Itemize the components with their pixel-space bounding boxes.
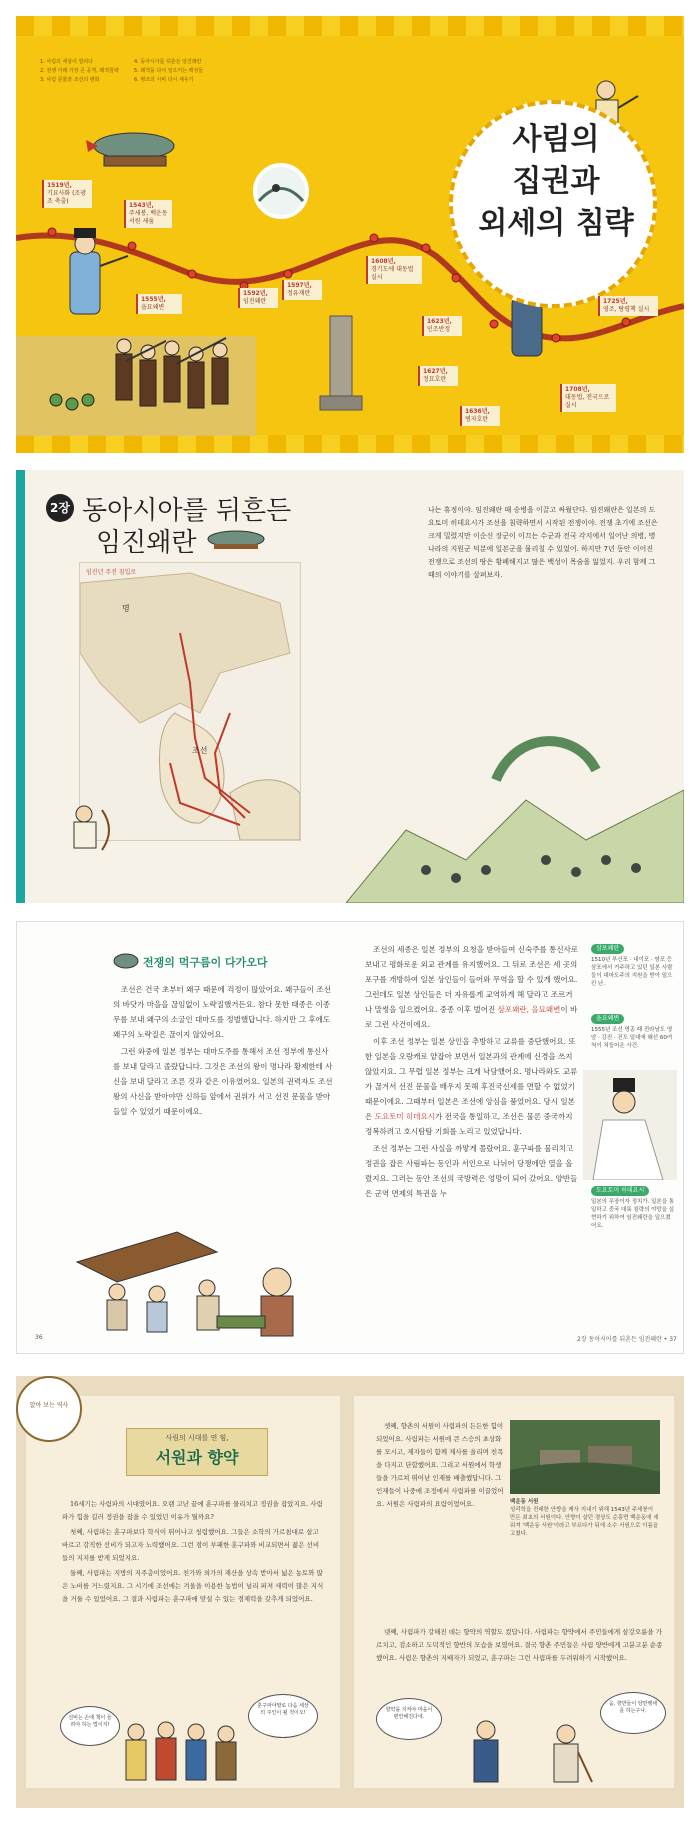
photo-caption-text: 성리학을 전래한 안향을 제사 지내기 위해 1543년 주세붕이 만든 최초의 서원이다. 안향이 살던 경상도 순흥면 백운동에 세워져 '백운동 서원'이라고 부르다가 뒤에 소수 서원으로 이름을 고쳤다. bbox=[510, 1507, 659, 1537]
paragraph: 조선의 세종은 일본 정부의 요청을 받아들여 신숙주를 통신사로 보내고 평화로운 외교 관계를 유지했어요. 그 뒤로 조선은 세 곳의 포구를 개방하여 일본 상인들이 들어와 무역을 할 수 있게 했어요. 그런데도 일본 상인들은 더 자유롭게 교역하게 해 달라고 조르거나 말썽을 일으켰어요. 중종 이후 벌어진 삼포왜란, 을묘왜변이 바로 그런 사건이에요. bbox=[365, 945, 579, 1029]
timeline-event: 1636년, 병자호란 bbox=[460, 406, 500, 426]
highlighted-term: 도요토미 히데요시 bbox=[374, 1112, 435, 1121]
speech-bubble: 음, 향반들이 양반행세를 하는구나. bbox=[600, 1692, 666, 1734]
page-number-left: 36 bbox=[35, 1334, 43, 1341]
feature-banner bbox=[126, 1428, 268, 1476]
right-column-top bbox=[376, 1420, 504, 1511]
timeline-event: 1725년, 영조, 탕평책 실시 bbox=[598, 296, 658, 316]
toc-item[interactable]: 3. 사림 문물과 조선의 변화 bbox=[40, 77, 100, 83]
paragraph: 넷째, 사림파가 강해진 데는 향약의 역할도 컸답니다. 사림파는 향약에서 주민들에게 삼강오륜을 가르치고, 검소하고 도덕적인 향반의 모습을 보였어요. 결국 향촌 주민들은 사림 양반에게 고분고분 순종했어요. 사림은 향촌의 지배자가 되었고, 훈구파는 그런 사림파를 두려워하기 시작했어요. bbox=[376, 1628, 663, 1662]
speech-bubble: 향약을 지켜야 마을이 편안해진다네. bbox=[376, 1698, 442, 1740]
timeline-spread bbox=[16, 16, 684, 453]
turtle-ship-icon bbox=[113, 950, 139, 972]
paragraph: 둘째, 사림파는 지방의 지주층이었어요. 친가와 외가의 재산을 상속 받아서 넓은 농토와 많은 노비를 거느렸지요. 그 시기에 조선에는 겨울을 이용한 농법이 널리 퍼져 세력이 많은 지식을 거둘 수 있었어요. 그 결과 사림파는 훈구파에 맞설 수 있는 경제력을 갖추게 되었어요. bbox=[62, 1569, 324, 1603]
side-note bbox=[591, 944, 675, 988]
battle-scene-circle bbox=[255, 165, 307, 217]
teal-spine bbox=[16, 470, 25, 903]
timeline-event: 1597년, 정유재란 bbox=[282, 280, 322, 300]
map-label-joseon: 조선 bbox=[192, 746, 208, 755]
timeline-event: 1708년, 대동법, 전국으로 실시 bbox=[560, 384, 616, 412]
side-note-head: 삼포왜란 bbox=[591, 944, 624, 954]
title-line-3: 외세의 침략 bbox=[478, 206, 634, 241]
toc-item[interactable]: 4. 동아시아를 뒤흔든 임진왜란 bbox=[134, 59, 202, 65]
toc-item[interactable]: 1. 사림의 세상이 열리다 bbox=[40, 59, 94, 65]
title-line-2: 집권과 bbox=[512, 164, 600, 199]
archer-figure bbox=[56, 800, 116, 860]
chapter-title-line-1: 동아시아를 뒤흔든 bbox=[82, 496, 292, 526]
right-column-bottom bbox=[376, 1626, 666, 1665]
corner-label: 알아 보는 역사 bbox=[29, 1402, 69, 1409]
side-note-text: 일본의 무장이자 정치가. 일본을 통일하고 중국 대륙 침략의 야망을 실현하기 위하여 임진왜란을 일으켰어요. bbox=[591, 1199, 675, 1229]
side-note bbox=[591, 1014, 675, 1050]
paragraph: 조선 정부는 그런 사실을 까맣게 몰랐어요. 훈구파를 물리치고 정권을 잡은 사림파는 동인과 서인으로 나뉘어 당쟁에만 열을 올렸지요. 그러는 동안 조선의 국방력은 엉망이 되어 갔어요. 양반들은 군역 면제의 특권을 누 bbox=[365, 1144, 578, 1198]
banner-title: 서원과 향약 bbox=[155, 1448, 239, 1467]
highlighted-term: 삼포왜란, 을묘왜변 bbox=[497, 1005, 561, 1014]
timeline-event: 1543년, 주세붕, 백운동 서원 세움 bbox=[124, 200, 172, 228]
monument-stele bbox=[320, 316, 362, 410]
photo-caption-title: 백운동 서원 bbox=[510, 1499, 539, 1505]
paragraph: 첫째, 사림파는 훈구파보다 학식이 뛰어나고 청렴했어요. 그들은 소학의 가르침대로 살고 바르고 강직한 선비가 되고자 노력했어요. 그런 점이 부패한 훈구파와 비교되면서 젊은 선비들의 지지를 받게 되었지요. bbox=[62, 1528, 320, 1562]
paragraph: 조선은 건국 초부터 왜구 때문에 걱정이 많았어요. 왜구들이 조선의 바닷가 마을을 끊임없이 노략질했거든요. 참다 못한 태종은 이종무를 보내 왜구의 소굴인 대마도를 정벌했답니다. 하지만 그 후에도 왜구의 노략질은 끊이지 않았어요. bbox=[113, 985, 331, 1039]
map-caption: 임진년 주진 침입로 bbox=[86, 569, 137, 576]
left-column bbox=[62, 1498, 324, 1606]
chapter-title-line-2: 임진왜란 bbox=[96, 528, 197, 558]
map-label-ming: 명 bbox=[122, 604, 130, 613]
right-column bbox=[365, 942, 579, 1201]
side-note-text: 1510년 부산포 · 내이포 · 염포 등 삼포에서 거주하고 있던 일본 사람들이 대마도주의 지원을 받아 일으킨 난. bbox=[591, 957, 673, 987]
turtle-ship-illustration bbox=[86, 133, 174, 166]
market-scene-illustration bbox=[57, 1222, 337, 1342]
speech-bubble: 훈구파야말로 다음 세상의 주인이 될 것이오! bbox=[248, 1694, 318, 1738]
paragraph: 이후 조선 정부는 일본 상인을 추방하고 교류를 중단했어요. 또한 일본을 오랑캐로 얕잡아 보면서 일본과의 관계에 신경을 쓰지 않았지요. 그 무렵 일본 정부는 크게 낙담했어요. 명나라와도 교류가 끊겨서 선진 문물을 배우지 못해 후진국신세를 면할 수 없었기 때문이에요. 그때부터 일본은 조선에 앙심을 품었어요. 당시 일본은 도요토미 히데요시가 전국을 통일하고, 조선은 물론 중국까지 정복하려고 호시탐탐 기회를 노리고 있었답니다. bbox=[365, 1037, 578, 1136]
page-number-right: 2장 동아시아를 뒤흔든 임진왜란 • 37 bbox=[577, 1336, 677, 1343]
paragraph: 그런 와중에 일본 정부는 대마도주를 통해서 조선 정부에 통신사를 보내 달라고 졸랐답니다. 그것은 조선의 왕이 명나라 황제한테 사신을 보내 달라고 조른 것과 같은 이유였어요. 일본의 권력자도 조선 왕의 사신을 받아야만 신하들 앞에서 권위가 서고 선진 문물을 받아들일 수 있었기 때문이에요. bbox=[113, 1047, 333, 1116]
side-note-text: 1555년 조선 명종 때 전라남도 영암 · 강진 · 진도 일대에 왜선 60여 척이 쳐들어온 사건. bbox=[591, 1027, 673, 1049]
chapter-badge: 2장 bbox=[46, 494, 74, 522]
hideyoshi-portrait bbox=[583, 1070, 677, 1180]
photo-caption bbox=[510, 1498, 660, 1538]
narration-text: 나는 휴정이야. 임진왜란 때 승병을 이끌고 싸웠단다. 임진왜란은 일본의 도요토미 히데요시가 조선을 침략하면서 시작된 전쟁이야. 전쟁 초기에 조선은 크게 밀렸지만 이순신 장군이 이끄는 수군과 전국 각지에서 일어난 의병, 명나라의 지원군 덕분에 일본군을 물리칠 수 있었어. 하지만 7년 동안 이어진 전쟁으로 조선의 땅은 황폐해지고 많은 백성이 목숨을 잃었지. 우리 함께 그때의 이야기를 살펴보자. bbox=[428, 506, 658, 579]
toc-item[interactable]: 5. 왜적을 다시 일으키는 백성들 bbox=[134, 68, 204, 74]
corner-badge bbox=[16, 1376, 82, 1442]
timeline-event: 1592년, 임진왜란 bbox=[238, 288, 278, 308]
section-title: 전쟁의 먹구름이 다가오다 bbox=[143, 956, 268, 969]
toc-item[interactable]: 6. 병조의 시비 다시 세우기 bbox=[134, 77, 194, 83]
timeline-event: 1519년, 기묘사화 (조광조 축출) bbox=[42, 180, 92, 208]
turtle-ship-icon bbox=[204, 528, 268, 550]
timeline-event: 1627년, 정묘호란 bbox=[418, 366, 458, 386]
villagers-illustration bbox=[456, 1712, 596, 1788]
seowon-photo bbox=[510, 1420, 660, 1494]
paragraph: 셋째, 향촌의 서원이 사림파의 든든한 힘이 되었어요. 사림파는 서원에 큰 스승의 초상화를 모시고, 제자들이 함께 제사를 올리며 친목을 다지고 단합했어요. 그리고 서원에서 학생들을 가르쳐 뛰어난 인재를 배출했답니다. 그 인재들이 나중에 조정에서 사림파를 이끌었어요. 서원은 사림파의 요람이었어요. bbox=[376, 1422, 504, 1508]
text-spread bbox=[16, 921, 684, 1354]
toc-item[interactable]: 2. 전쟁 이래 가장 큰 공격, 왜적침략 bbox=[40, 68, 119, 74]
left-column bbox=[113, 982, 333, 1119]
scholars-illustration bbox=[116, 1714, 246, 1788]
timeline-event: 1608년, 경기도에 대동법 실시 bbox=[366, 256, 422, 284]
banner-subtitle: 사림의 시대를 연 힘, bbox=[165, 1434, 229, 1442]
battle-mountain-illustration bbox=[346, 710, 684, 903]
timeline-event: 1623년, 인조반정 bbox=[422, 316, 462, 336]
side-note-head: 을묘왜변 bbox=[591, 1014, 624, 1024]
paragraph: 16세기는 사림파의 시대였어요. 오랜 고난 끝에 훈구파를 물리치고 정권을 잡았지요. 사림파가 힘을 길러 정권을 잡을 수 있었던 이유가 뭘까요? bbox=[62, 1500, 323, 1521]
soldiers-illustration bbox=[16, 336, 256, 436]
speech-bubble: 선비는 손에 책이 들려야 하는 법이지! bbox=[60, 1706, 120, 1746]
feature-spread bbox=[16, 1376, 684, 1808]
timeline-event: 1555년, 을묘왜변 bbox=[136, 294, 182, 314]
side-note bbox=[591, 1186, 675, 1230]
map-drawing bbox=[80, 563, 300, 840]
chapter-opener-spread bbox=[16, 470, 684, 903]
title-line-1: 사림의 bbox=[512, 122, 600, 157]
side-note-head: 도요토미 히데요시 bbox=[591, 1186, 649, 1196]
